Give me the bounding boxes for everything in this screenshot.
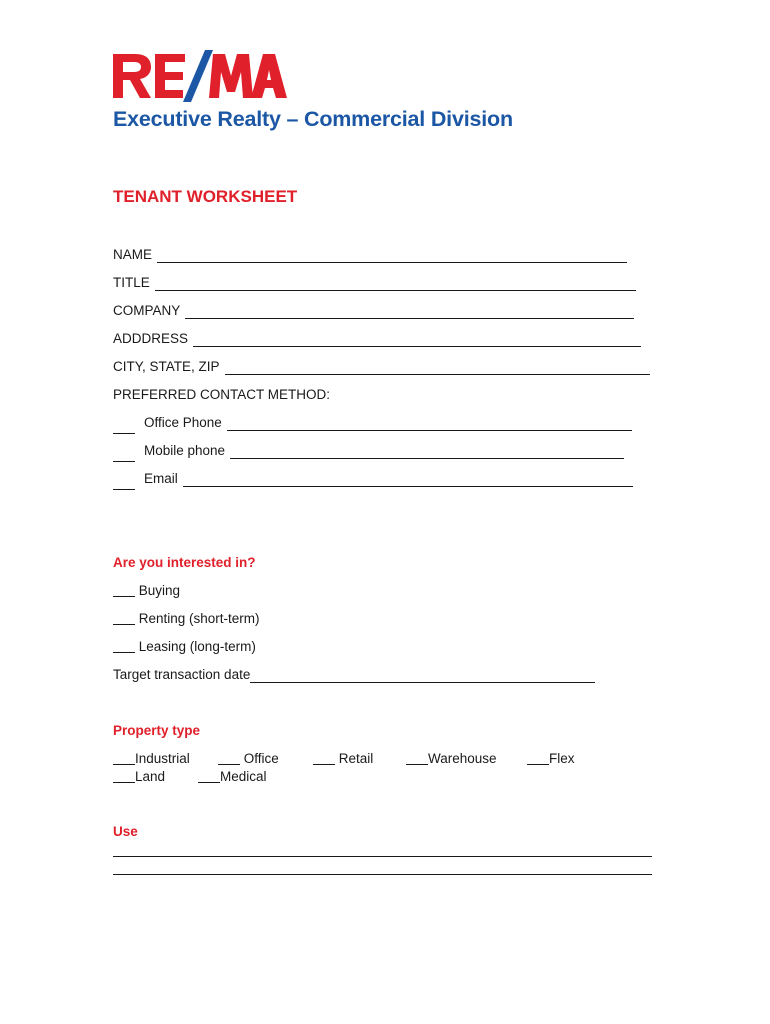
address-field-label: ADDDRESS: [113, 331, 189, 346]
company-field[interactable]: [113, 302, 634, 320]
interest-option-renting[interactable]: [113, 610, 260, 628]
mobile-phone-label: Mobile phone: [144, 443, 226, 458]
address-field-line[interactable]: [193, 332, 641, 347]
contact-option-email[interactable]: [113, 470, 633, 488]
flex-checkbox-blank[interactable]: [527, 751, 549, 765]
renting-checkbox-blank[interactable]: [113, 611, 135, 625]
property-option-retail[interactable]: [313, 750, 373, 768]
buying-label: Buying: [138, 583, 181, 598]
title-field[interactable]: [113, 274, 636, 292]
contact-option-mobile-phone[interactable]: [113, 442, 624, 460]
office-checkbox-blank[interactable]: [218, 751, 240, 765]
target-date-line[interactable]: [250, 668, 595, 683]
industrial-label: Industrial: [135, 751, 190, 766]
contact-option-office-phone[interactable]: [113, 414, 632, 432]
retail-label: Retail: [338, 751, 374, 766]
interest-heading: Are you interested in?: [113, 555, 256, 570]
remax-logo: [113, 46, 295, 102]
office-label: Office: [243, 751, 279, 766]
flex-label: Flex: [549, 751, 575, 766]
warehouse-label: Warehouse: [428, 751, 497, 766]
medical-checkbox-blank[interactable]: [198, 769, 220, 783]
address-field[interactable]: [113, 330, 641, 348]
company-tagline: Executive Realty – Commercial Division: [113, 107, 513, 131]
retail-checkbox-blank[interactable]: [313, 751, 335, 765]
use-line-2[interactable]: [113, 874, 652, 875]
property-type-heading: Property type: [113, 723, 201, 738]
land-label: Land: [135, 769, 166, 784]
name-field-label: NAME: [113, 247, 153, 262]
email-label: Email: [144, 471, 178, 486]
buying-checkbox-blank[interactable]: [113, 583, 135, 597]
leasing-checkbox-blank[interactable]: [113, 639, 135, 653]
target-date-field[interactable]: [113, 666, 595, 684]
property-option-office[interactable]: [218, 750, 279, 768]
city-state-zip-line[interactable]: [225, 360, 650, 375]
property-option-flex[interactable]: [527, 750, 575, 768]
city-state-zip-label: CITY, STATE, ZIP: [113, 359, 220, 374]
use-heading: Use: [113, 824, 138, 839]
name-field-line[interactable]: [157, 248, 627, 263]
name-field[interactable]: [113, 246, 627, 264]
land-checkbox-blank[interactable]: [113, 769, 135, 783]
city-state-zip-field[interactable]: [113, 358, 650, 376]
page-title: TENANT WORKSHEET: [113, 187, 298, 206]
office-phone-label: Office Phone: [144, 415, 222, 430]
office-phone-checkbox-blank[interactable]: [113, 420, 135, 434]
interest-option-leasing[interactable]: [113, 638, 256, 656]
title-field-label: TITLE: [113, 275, 150, 290]
renting-label: Renting (short-term): [138, 611, 260, 626]
medical-label: Medical: [220, 769, 267, 784]
company-field-line[interactable]: [185, 304, 634, 319]
title-field-line[interactable]: [155, 276, 636, 291]
email-line[interactable]: [183, 472, 633, 487]
mobile-phone-checkbox-blank[interactable]: [113, 448, 135, 462]
office-phone-line[interactable]: [227, 416, 632, 431]
property-option-warehouse[interactable]: [406, 750, 497, 768]
preferred-contact-label: PREFERRED CONTACT METHOD:: [113, 387, 331, 402]
property-option-medical[interactable]: [198, 768, 267, 786]
email-checkbox-blank[interactable]: [113, 476, 135, 490]
property-option-land[interactable]: [113, 768, 165, 786]
industrial-checkbox-blank[interactable]: [113, 751, 135, 765]
property-option-industrial[interactable]: [113, 750, 190, 768]
target-date-label: Target transaction date: [113, 667, 251, 682]
mobile-phone-line[interactable]: [230, 444, 624, 459]
company-field-label: COMPANY: [113, 303, 181, 318]
interest-option-buying[interactable]: [113, 582, 180, 600]
leasing-label: Leasing (long-term): [138, 639, 256, 654]
warehouse-checkbox-blank[interactable]: [406, 751, 428, 765]
use-line-1[interactable]: [113, 856, 652, 857]
